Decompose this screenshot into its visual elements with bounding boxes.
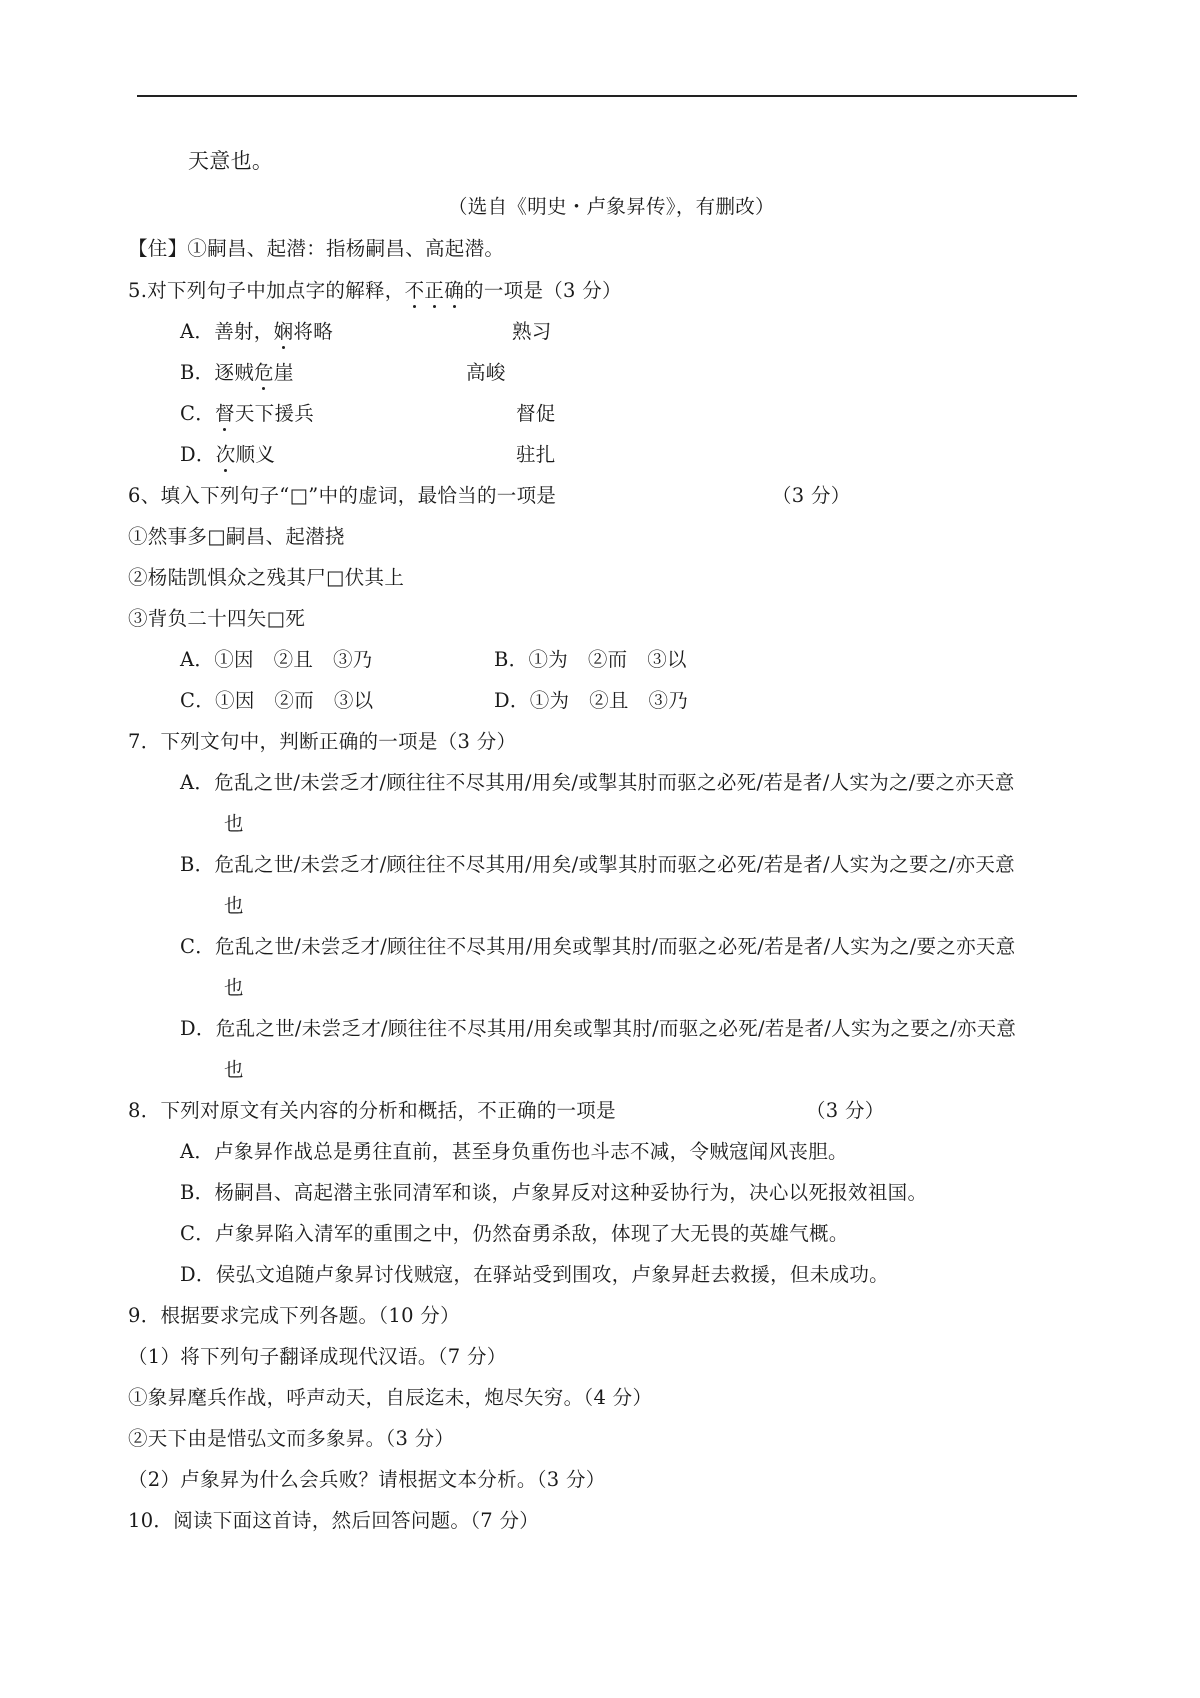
- q9-sentence-1: ①象昇麾兵作战，呼声动天，自辰迄未，炮尽矢穷。（4 分）: [128, 1386, 653, 1409]
- q6-sentence-2: ②杨陆凯惧众之残其尸□伏其上: [128, 566, 405, 589]
- q5-option-d-gloss: 驻扎: [516, 443, 556, 466]
- q7-option-a: A．危乱之世/未尝乏才/顾往往不尽其用/用矣/或掣其肘而驱之必死/若是者/人实为之/要之亦天意: [180, 771, 1015, 794]
- q6-sentence-1: ①然事多□嗣昌、起潜挠: [128, 525, 345, 548]
- q7-option-c-cont: 也: [224, 976, 244, 999]
- q9-sentence-2: ②天下由是惜弘文而多象昇。（3 分）: [128, 1427, 455, 1450]
- q7-option-d: D．危乱之世/未尝乏才/顾往往不尽其用/用矣或掣其肘/而驱之必死/若是者/人实为之要之/亦天意: [180, 1017, 1017, 1040]
- q5-a-dotted-char: 娴: [273, 320, 294, 343]
- q5-option-c-gloss: 督促: [516, 402, 556, 425]
- q8-option-c: C．卢象昇陷入清军的重围之中，仍然奋勇杀敌，体现了大无畏的英雄气概。: [180, 1222, 849, 1245]
- passage-end: 天意也。: [188, 149, 274, 173]
- q6-option-a: A．①因 ②且 ③乃: [180, 648, 373, 671]
- q5-c-dotted-char: 督: [215, 402, 235, 425]
- q5-dotted-char: 确: [444, 279, 465, 302]
- annotation-note: 【住】①嗣昌、起潜：指杨嗣昌、高起潜。: [128, 237, 505, 260]
- q7-option-b-cont: 也: [224, 894, 244, 917]
- q7-option-d-cont: 也: [224, 1058, 244, 1081]
- q9-part-1: （1）将下列句子翻译成现代汉语。（7 分）: [128, 1345, 507, 1368]
- q8-stem: 8．下列对原文有关内容的分析和概括，不正确的一项是: [128, 1099, 616, 1122]
- q5-stem: 5.对下列句子中加点字的解释，不正确的一项是（3 分）: [128, 279, 622, 302]
- q6-option-d: D．①为 ②且 ③乃: [494, 689, 689, 712]
- q6-sentence-3: ③背负二十四矢□死: [128, 607, 306, 630]
- q7-option-c: C．危乱之世/未尝乏才/顾往往不尽其用/用矣或掣其肘/而驱之必死/若是者/人实为之/要之亦天意: [180, 935, 1016, 958]
- q5-option-a: A．善射，娴将略: [180, 320, 334, 343]
- q5-option-d: D．次顺义: [180, 443, 276, 466]
- q5-option-a-gloss: 熟习: [512, 320, 552, 343]
- q7-option-a-cont: 也: [224, 812, 244, 835]
- q8-option-d: D．侯弘文追随卢象昇讨伐贼寇，在驿站受到围攻，卢象昇赶去救援，但未成功。: [180, 1263, 889, 1286]
- q8-option-a: A．卢象昇作战总是勇往直前，甚至身负重伤也斗志不减，令贼寇闻风丧胆。: [180, 1140, 848, 1163]
- q9-stem: 9．根据要求完成下列各题。（10 分）: [128, 1304, 460, 1327]
- q5-dotted-char: 不: [404, 279, 425, 302]
- q5-d-dotted-char: 次: [215, 443, 236, 466]
- header-rule: [137, 95, 1077, 97]
- source-citation: （选自《明史・卢象昇传》，有删改）: [448, 195, 775, 218]
- q6-option-b: B．①为 ②而 ③以: [494, 648, 687, 671]
- q5-option-b-gloss: 高峻: [466, 361, 506, 384]
- q5-dotted-char: 正: [424, 279, 445, 302]
- q6-stem: 6、填入下列句子“□”中的虚词，最恰当的一项是: [128, 484, 557, 507]
- q6-option-c: C．①因 ②而 ③以: [180, 689, 374, 712]
- q6-score: （3 分）: [772, 484, 851, 507]
- q9-part-2: （2）卢象昇为什么会兵败？请根据文本分析。（3 分）: [128, 1468, 606, 1491]
- q8-option-b: B．杨嗣昌、高起潜主张同清军和谈，卢象昇反对这种妥协行为，决心以死报效祖国。: [180, 1181, 928, 1204]
- q5-option-b: B．逐贼危崖: [180, 361, 294, 384]
- q5-b-dotted-char: 危: [254, 361, 274, 384]
- q5-option-c: C．督天下援兵: [180, 402, 315, 425]
- q7-option-b: B．危乱之世/未尝乏才/顾往往不尽其用/用矣/或掣其肘而驱之必死/若是者/人实为之要之/亦天意: [180, 853, 1015, 876]
- q7-stem: 7．下列文句中，判断正确的一项是（3 分）: [128, 730, 517, 753]
- q10-stem: 10．阅读下面这首诗，然后回答问题。（7 分）: [128, 1509, 540, 1532]
- q8-score: （3 分）: [806, 1099, 885, 1122]
